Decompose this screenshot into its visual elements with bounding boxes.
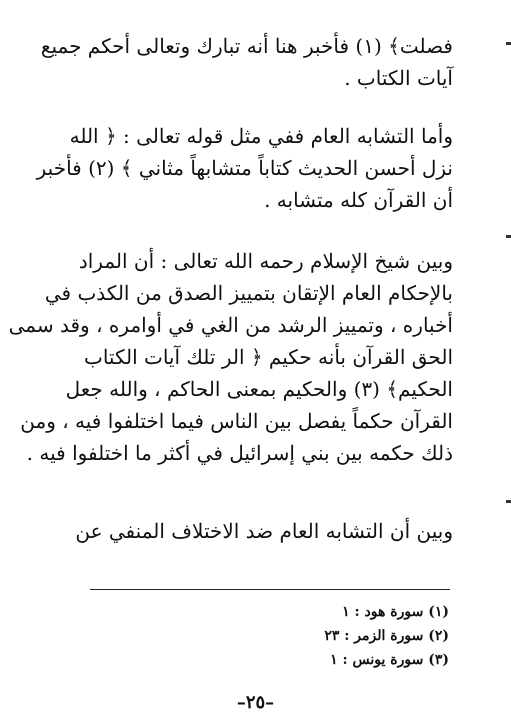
text-line: ذلك حكمه بين بني إسرائيل في أكثر ما اختلفوا فيه . — [26, 441, 453, 465]
text-line: الحق القرآن بأنه حكيم ﴿ الر تلك آيات الكتاب — [84, 345, 453, 369]
text-line: وبين أن التشابه العام ضد الاختلاف المنفي عن — [75, 519, 453, 543]
paragraph-4 — [53, 515, 453, 547]
scan-edge-mark — [506, 235, 511, 238]
text-line: وأما التشابه العام ففي مثل قوله تعالى : ﴿ الله — [69, 124, 453, 148]
text-line: القرآن حكماً يفصل بين الناس فيما اختلفوا فيه ، ومن — [20, 409, 453, 433]
text-line: الحكيم﴾ (٣) والحكيم بمعنى الحاكم ، والله جعل — [65, 377, 453, 401]
footnotes — [149, 600, 449, 672]
page-number: –٢٥– — [236, 692, 275, 713]
paragraph-3 — [8, 245, 453, 469]
text-line: أخباره ، وتمييز الرشد من الغي في أوامره ، وقد سمى — [8, 313, 453, 337]
scan-edge-mark — [506, 500, 511, 503]
footnote-1: (١) سورة هود : ١ — [342, 604, 449, 620]
text-line: وبين شيخ الإسلام رحمه الله تعالى : أن المراد — [78, 249, 453, 273]
text-line: أن القرآن كله متشابه . — [264, 188, 453, 212]
scan-edge-mark — [506, 42, 511, 45]
paragraph-1 — [40, 30, 453, 94]
footnote-3: (٣) سورة يونس : ١ — [330, 652, 449, 668]
text-line: نزل أحسن الحديث كتاباً متشابهاً مثاني ﴾ (٢) فأخبر — [36, 156, 453, 180]
footnote-2: (٢) سورة الزمر : ٢٣ — [324, 628, 449, 644]
footnote-divider — [90, 589, 450, 590]
text-line: آيات الكتاب . — [344, 66, 453, 90]
text-line: فصلت﴾ (١) فأخبر هنا أنه تبارك وتعالى أحكم جميع — [40, 34, 453, 58]
text-line: بالإحكام العام الإتقان بتمييز الصدق من الكذب في — [44, 281, 453, 305]
paragraph-2 — [36, 120, 453, 216]
